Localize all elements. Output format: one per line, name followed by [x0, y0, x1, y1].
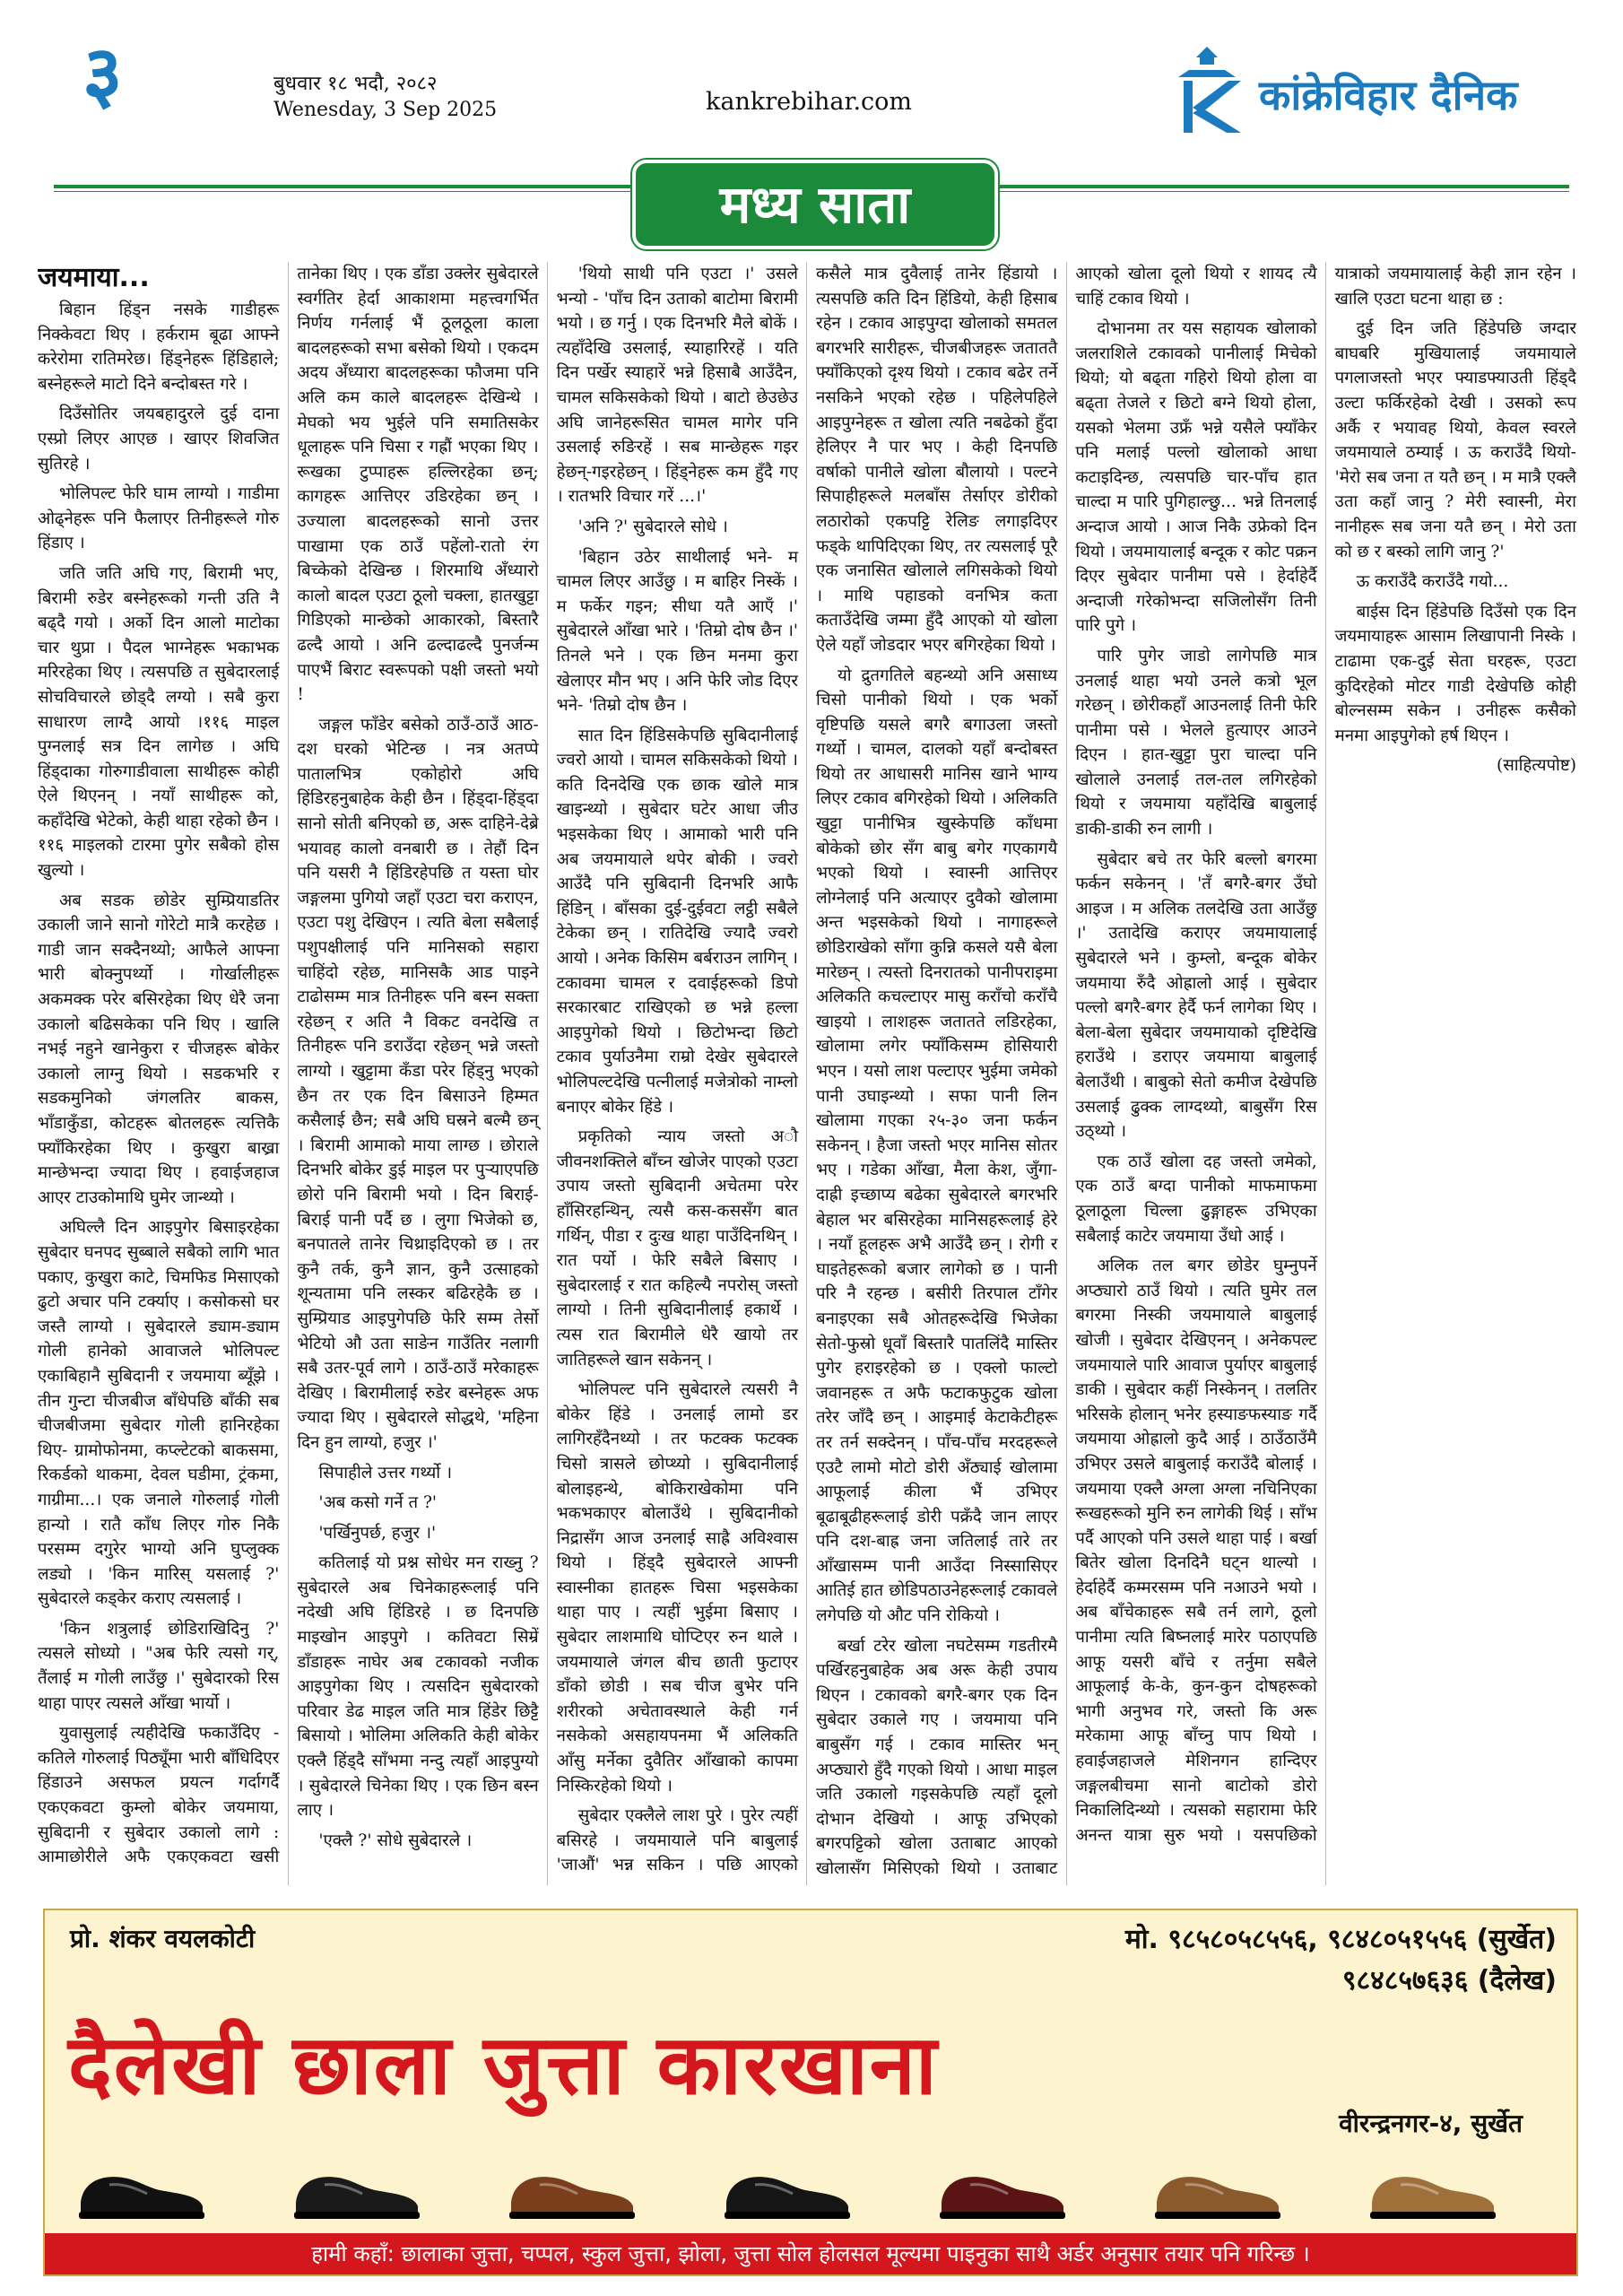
black-oxford-shoe-icon [289, 2147, 423, 2230]
ad-phone-numbers [1125, 1919, 1557, 2002]
black-derby-shoe-icon [74, 2147, 208, 2230]
article-paragraph: प्रकृतिको न्याय जस्तो अौ जीवनशक्तिले बाँच्न खोजेर पाएको एउटा उपाय जस्तो सुबिदानी अचेतमा परेर हाँसिरहन्थिन्, त्यसै कस-कससँग बात गर्थिन्, पीडा र दुःख थाहा पाउँदिनथिन् । रात पर्यो । फेरि सबैले बिसाए । सुबेदारलाई र रात कहिल्यै नपरोस् जस्तो लाग्यो । तिनी सुबिदानीलाई हकार्थे । त्यस रात बिरामीले धेरै खायो तर जातिहरूले खान सकेनन् । [556, 1127, 798, 1370]
article-paragraph: अघिल्लै दिन आइपुगेर बिसाइरहेका सुबेदार घनपद सुब्बाले सबैको लागि भात पकाए, कुखुरा काटे, चिमफिड मिसाएको ढुटो अचार पनि टर्क्याए । कसोकसो घर जस्तै लाग्यो । सुबेदारले ड्याम-ड्याम गोली हानेको आवाजले भोलिपल्ट एकाबिहानै सुबिदानी र जयमाया ब्यूँझे । तीन गुन्टा चीजबीज बाँधेपछि बाँकी सब चीजबीजमा सुबेदार गोली हानिरहेका थिए- ग्रामोफोनमा, कप्ल्टेटको बाकसमा, रिकर्डको थाकमा, देवल घडीमा, ट्रंकमा, गाग्रीमा...। एक जनाले गोरुलाई गोली हान्यो । रातै काँध लिएर गोरु निकै परसम्म दगुरेर भाग्यो अनि घुप्लुक्क लड्यो । 'किन मारिस् यसलाई ?' सुबेदारले कड्केर कराए त्यसलाई । [38, 1218, 280, 1609]
article-paragraph: 'अनि ?' सुबेदारले सोधे । [577, 517, 728, 536]
tan-oxford-shoe-icon [1365, 2147, 1499, 2230]
article-paragraph: जति जति अघि गए, बिरामी भए, बिरामी रुडेर बस्नेहरूको गन्ती उति नै बढ्दै गयो । अर्को दिन आलो माटोका चार थुप्रा । पैदल भाग्नेहरू भकाभक मरिरहेका थिए । त्यसपछि त सुबेदारलाई सोचविचारले छोड्दै लग्यो । सबै कुरा साधारण लाग्दै आयो ।११६ माइल पुग्नलाई सत्र दिन लागेछ । अघि हिंड्दाका गोरुगाडीवाला साथीहरू कोही ऐले थिएनन् । नयाँ साथीहरू को, कहाँदेखि भेटेको, केही थाहा रहेको छैन । ११६ माइलको टारमा पुगेर सबैको होस खुल्यो । [38, 563, 280, 881]
black-monk-strap-shoe-icon [719, 2147, 854, 2230]
page-number: ३ [82, 30, 123, 119]
article-body [38, 262, 1576, 1885]
article-paragraph: भोलिपल्ट फेरि घाम लाग्यो । गाडीमा ओढ्नेहरू पनि फैलाएर तिनीहरूले गोरु हिंडाए । [38, 484, 280, 553]
brown-brogue-shoe-icon [504, 2147, 638, 2230]
article-paragraph: अलिक तल बगर छोडेर घुम्नुपर्ने अप्ठ्यारो ठाउँ थियो । त्यति घुमेर तल बगरमा निस्की जयमायाले बाबुलाई खोजी । सुबेदार देखिएनन् । अनेकपल्ट जयमायाले पारि आवाज पुर्याएर बाबुलाई डाकी । सुबेदार कहीं निस्केनन् । तलतिर भरिसके होलान् भनेर हस्याङफस्याङ गर्दै जयमाया ओह्रालो कुदै आई । ठाउँठाउँमै उभिएर उसले बाबुलाई कराउँदै बोलाई । जयमाया एक्लै अग्ला अग्ला नचिनिएका रूखहरूको मुनि रुन लागेकी थिई । साँभ पर्दै आएको पनि उसले थाहा पाई । बर्खा बितेर खोला दिनदिनै घट्न थाल्यो । हेर्दाहेर्दै कम्मरसम्म पनि नआउने भयो । अब बाँचेकाहरू सबै तर्न लागे, ठूलो पानीमा त्यति बिष्नलाई मारेर पठाएपछि आफू यसरी बाँचे र तर्नुमा सबैले आफूलाई के-के, कुन-कुन दोषहरूको भागी अनुभव गरे, जस्तो कि अरू मरेकामा आफू बाँच्नु पाप थियो । हवाईजहाजले मेशिनगन हान्दिएर जङ्गलबीचमा सानो बाटोको डोरो निकालिदिन्थ्यो । त्यसको सहारामा फेरि अनन्त यात्रा सुरु भयो । यसपछिको यात्राको जयमायालाई केही ज्ञान रहेन । खालि एउटा घटना थाहा छ : [1075, 265, 1576, 1845]
article-paragraph: अब सडक छोडेर सुम्प्रियाडतिर उकाली जाने सानो गोरेटो मात्रै करहेछ । गाडी जान सक्दैनथ्यो; आफैले आफ्ना भारी बोक्नुपर्थ्यो । गोर्खालीहरू अकमक्क परेर बसिरहेका थिए धेरै जना उकालो बढिसकेका पनि थिए । खालि नभई नहुने खानेकुरा र चीजहरू बोकेर उकालो लाग्नु थियो । सडकभरि र सडकमुनिको जंगलतिर बाकस, भाँडाकुँडा, कोटहरू बोतलहरू त्यत्तिकै फ्याँकिरहेका थिए । कुखुरा बाख्रा मान्छेभन्दा ज्यादा थिए । हवाईजहाज आएर टाउकोमाथि घुमेर जान्थ्यो । [38, 891, 280, 1207]
section-label: मध्य साता [632, 160, 998, 249]
article-paragraph: 'पर्खिनुपर्छ, हजुर ।' [318, 1523, 437, 1543]
article-paragraph: एक ठाउँ खोला दह जस्तो जमेको, एक ठाउँ बग्दा पानीको माफमाफमा ठूलाठूला चिल्ला ढुङ्गाहरू उभिएका सबैलाई काटेर जयमाया उँधो आई । [1075, 1152, 1317, 1246]
website-url[interactable]: kankrebihar.com [706, 88, 913, 116]
masthead-brand [1166, 45, 1578, 135]
ad-phone-line-1: मो. ९८५८०५८५५६, ९८४८०५१५५६ (सुर्खेत) [1124, 1924, 1557, 1955]
ad-tagline: हामी कहाँ: छालाका जुत्ता, चप्पल, स्कुल जुत्ता, झोला, जुत्ता सोल होलसल मूल्यमा पाइनुका साथै अर्डर अनुसार तयार पनि गरिन्छ । [45, 2233, 1576, 2274]
article-paragraph: सुबेदार एक्लैले लाश पुरे । पुरेर त्यहीं बसिरहे । जयमायाले पनि बाबुलाई 'जाऔं' भन्न सकिन । पछि आएको कसैले मात्र दुवैलाई तानेर हिंडायो । त्यसपछि कति दिन हिंडियो, केही हिसाब रहेन । टकाव आइपुग्दा खोलाको समतल बगरभरि सारीहरू, चीजबीजहरू जताततै फ्याँकिएको दृश्य थियो । टकाव बढेर तर्ने नसकिने भएको रहेछ । पहिलेपहिले आइपुग्नेहरू त खोला त्यति नबढेको हुँदा हेलिएर नै पार भए । केही दिनपछि वर्षाको पानीले खोला बौलायो । पल्टने सिपाहीहरूले मलबाँस तेर्साएर डोरीको लठारोको एकपट्टि रेलिङ लगाइदिएर फड्के थापिदिएका थिए, तर त्यसलाई पूरै एक जनासित खोलाले लगिसकेको थियो । माथि पहाडको वनभित्र कता कताउँदेखि जम्मा हुँदै आएको यो खोला ऐले यहाँ जोडदार भएर बगिरहेका थियो । [556, 265, 1058, 1875]
article-paragraph: दुई दिन जति हिंडेपछि जग्दार बाघबरि मुखियालाई जयमायाले पगलाजस्तो भएर फ्याडफ्याउती हिंड्दै उल्टा फर्किरहेको देखी । उसको रूप अर्कै र भयावह थियो, केवल स्वरले जयमायाले ठम्याई । ऊ कराउँदै थियो- 'मेरो सब जना त यतै छन् । म मात्रै एक्लै उता कहाँ जानु ? मेरी स्वास्नी, मेरा नानीहरू सब जना यतै छन् । मेरो उता को छ र बस्को लागि जानु ?' [1334, 319, 1576, 561]
article-paragraph: ऊ कराउँदै कराउँदै गयो... [1356, 572, 1509, 592]
article-paragraph: बिहान हिंड्न नसके गाडीहरू निक्केवटा थिए । हर्कराम बूढा आफ्ने करेरोमा रातिमरेछ। हिंड्नेहरू हिंडिहाले; बस्नेहरूले माटो दिने बन्दोबस्त गरे । [38, 300, 280, 394]
article-paragraph: यो द्रुतगतिले बहन्थ्यो अनि असाध्य चिसो पानीको थियो । एक भर्को वृष्टिपछि यसले बगरै बगाउला जस्तो गर्थ्यो । चामल, दालको यहाँ बन्दोबस्त थियो तर आधासरी मानिस खाने भाग्य लिएर टकाव बगिरहेको थियो । अलिकति खुट्टा पानीभित्र खुस्केपछि काँधमा बोकेको छोर सँग बाबु बगेर गएकागयै भएको थियो । स्वास्नी आत्तिएर लोग्नेलाई पनि अत्याएर दुवैको खोलामा अन्त भइसकेको थियो । नागाहरूले छोडिराखेको साँगा कुन्नि कसले यसै बेला मारेछन् । त्यस्तो दिनरातको पानीपराइमा अलिकति कचल्टाएर मासु कराँचो कराँचै खाइयो । लाशहरू जतातते लडिरहेका, खोलामा लगेर फ्याँकिसम्म होसियारी भएन । यसो लाश पल्टाएर भुईमा जमेको पानी उघाइन्थ्यो । सफा पानी लिन खोलामा गएका २५-३० जना फर्कन सकेनन् । हैजा जस्तो भएर मानिस सोतर भए । गडेका आँखा, मैला केश, जुँगा-दाह्री इच्छाप्य बढेका सुबेदारले बगरभरि बेहाल भर बसिरहेका मानिसहरूलाई हेरे । नयाँ हूलहरू अभै आउँदै छन् । रोगी र घाइतेहरूको बजार लागेको छ । पानी परि नै रहन्छ । बसीरी तिरपाल टाँगेर बनाइएका सबै ओतहरूदेखि भिजेका सेतो-फुस्रो धूवाँ बिस्तारै पातलिंदै मास्तिर पुगेर हराइरहेको छ । एक्लो फाल्टो जवानहरू त अफै फटाकफुटुक खोला तरेर जाँदै छन् । आइमाई केटाकेटीहरू तर तर्न सक्देनन् । पाँच-पाँच मरदहरूले एउटै लामो मोटो डोरी अँठ्याई खोलामा आफूलाई कीला भैं उभिएर बूढाबूढीहरूलाई डोरी पक्रँदै जान लाएर पनि दश-बाह्र जना जतिलाई तारे तर आँखासम्म पानी आउँदा निस्सासिएर आतिई हात छोडिपठाउनेहरूलाई टकावले लगेपछि यो औट पनि रोकियो । [815, 665, 1058, 1626]
shoe-factory-advertisement [43, 1909, 1578, 2276]
article-paragraph: भोलिपल्ट पनि सुबेदारले त्यसरी नै बोकेर हिंडे । उनलाई लामो डर लागिरहँदैनथ्यो । तर फटक्क फटक्क चिसो त्रासले छोप्थ्यो । सुबिदानीलाई बोलाइहन्थे, बोकिराखेकोमा पनि भकभकाएर बोलाउँथे । सुबिदानीको निद्रासँग आज उनलाई साह्रै अविश्वास थियो । हिंड्दै सुबेदारले आफ्नी स्वास्नीका हातहरू चिसा भइसकेका थाहा पाए । त्यहीं भुईमा बिसाए । सुबेदार लाशमाथि घोप्टिएर रुन थाले । जयमायाले जंगल बीच छाती फुटाएर डाँको छोडी । सब चीज बुभेर पनि शरीरको अचेतावस्थाले केही गर्न नसकेको असहायपनमा भैं अलिकति आँसु मर्नेका दुवैतिर आँखाको कापमा निस्किरहेको थियो । [556, 1380, 798, 1796]
page-header [0, 0, 1623, 235]
article-paragraph: 'बिहान उठेर साथीलाई भने- म चामल लिएर आउँछु । म बाहिर निस्कें । म फर्केर गइन; सीधा यतै आएँ ।' सुबेदारले आँखा भारे । 'तिम्रो दोष छैन ।' तिनले भने । एक छिन मनमा कुरा खेलाएर मौन भए । अनि फेरि जोड दिएर भने- 'तिम्रो दोष छैन । [556, 547, 798, 716]
article-paragraph: युवासुलाई त्यहीदेखि फकाउँदिए - कतिले गोरुलाई पिठ्यूँमा भारी बाँधिदिएर हिंडाउने असफल प्रयत्न गर्दागर्दै एकएकवटा कुम्लो बोकेर जयमाया, सुबिदानी र सुबेदार उकालो लागे : आमाछोरीले अफै एकएकवटा खसी तानेका थिए । एक डाँडा उक्लेर सुबेदारले स्वर्गतिर हेर्दा आकाशमा महत्त्वगर्भित निर्णय गर्नलाई भैं ठूलठूला काला बादलहरूको सभा बसेको थियो । एकदम अदय अँध्यारा बादलहरूका फौजमा पनि अलि कम काले बादलहरू देखिन्थे । मेघको भय भुईले पनि समातिसकेर धूलाहरू पनि चिसा र गह्रौं भएका थिए । रूखका टुप्पाहरू हल्लिरहेका छन्; कागहरू आत्तिएर उडिरहेका छन् । उज्याला बादलहरूको सानो उत्तर पाखामा एक ठाउँ पहेंलो-रातो रंग बिच्केको देखिन्छ । शिरमाथि अँध्यारो कालो बादल एउटा ठूलो चक्ला, हातखुट्टा गिडिएको मान्छेको आकारको, बिस्तारै ढल्दै आयो । अनि ढल्दाढल्दै पुनर्जन्म पाएभैं बिराट स्वरूपको पक्षी जस्तो भयो ! [38, 265, 539, 1867]
oxblood-wingtip-shoe-icon [934, 2147, 1069, 2230]
article-paragraph: 'अब कसो गर्ने त ?' [318, 1493, 438, 1513]
temple-logo-icon [1166, 45, 1251, 135]
article-paragraph: सुबेदार बचे तर फेरि बल्लो बगरमा फर्कन सकेनन् । 'तँ बगरै-बगर उँघो आइज । म अलिक तलदेखि उता आउँछु ।' उतादेखि कराएर जयमायालाई सुबेदारले भने । कुम्लो, बन्दूक बोकेर जयमाया रुँदै ओह्रालो आई । सुबेदार पल्लो बगरै-बगर हेर्दै फर्न लागेका थिए । बेला-बेला सुबेदार जयमायाको दृष्टिदेखि हराउँथे । डराएर जयमाया बाबुलाई बेलाउँथी । बाबुको सेतो कमीज देखेपछि उसलाई ढुक्क लाग्दथ्यो, बाबुसँग रिस उठ्थ्यो । [1075, 849, 1317, 1142]
article-paragraph: सात दिन हिंडिसकेपछि सुबिदानीलाई ज्वरो आयो । चामल सकिसकेको थियो । कति दिनदेखि एक छाक खोले मात्र खाइन्थ्यो । सुबेदार घटेर आधा जीउ भइसकेका थिए । आमाको भारी पनि अब जयमायाले थपेर बोकी । ज्वरो आउँदै पनि सुबिदानी दिनभरि आफै हिंडिन् । बाँसका दुई-दुईवटा लट्ठी सबैले टेकेका छन् । रातिदेखि ज्यादै ज्वरो आयो । अनेक किसिम बर्बराउन लागिन् । टकावमा चामल र दवाईहरूको डिपो सरकारबाट राखिएको छ भन्ने हल्ला आइपुगेको थियो । छिटोभन्दा छिटो टकाव पुर्याउनैमा राम्रो देखेर सुबेदारले भोलिपल्टदेखि पत्नीलाई मजेत्रोको नाम्लो बनाएर बोकेर हिंडे । [556, 726, 798, 1117]
article-paragraph: 'किन शत्रुलाई छोडिराखिदिनु ?' त्यसले सोध्यो । "अब फेरि त्यसो गर्, तैंलाई म गोली लाउँछु ।' सुबेदारको रिस थाहा पाएर त्यसले आँखा भार्यो । [38, 1619, 280, 1713]
ad-shoe-gallery [74, 2147, 1553, 2230]
ad-phone-line-2: ९८४८५७६३६ (दैलेख) [1341, 1965, 1557, 1996]
ad-proprietor: प्रो. शंकर वयलकोटी [70, 1924, 256, 1953]
article-paragraph: दोभानमा तर यस सहायक खोलाको जलराशिले टकावको पानीलाई मिचेको थियो; यो बढ्ता गहिरो थियो होला वा बढ्ता तेजले र छिटो बग्ने थियो होला, यसको भेलमा उफ्रँ भन्ने यसैले फ्याँकेर पनि मलाई पल्लो खोलाको आधा कटाइदिन्छ, त्यसपछि चार-पाँच हात चाल्दा म पारि पुगिहाल्छु... भन्ने तिनलाई अन्दाज आयो । आज निकै उफ्रेको दिन थियो । जयमायालाई बन्दूक र कोट पक्रन दिएर सुबेदार पानीमा पसे । हेर्दाहेर्दै अन्दाजी गरेकोभन्दा सजिलोसँग तिनी पारि पुगे । [1075, 319, 1317, 636]
ad-address: वीरन्द्रनगर-४, सुर्खेत [1339, 2109, 1523, 2138]
article-paragraph: पारि पुगेर जाडो लागेपछि मात्र उनलाई थाहा भयो उनले कत्रो भूल गरेछन् । छोरीकहाँ आउनलाई तिनी फेरि पानीमा पसे । भेलले हुत्याएर आउने दिएन । हात-खुट्टा पुरा चाल्दा पनि खोलाले उनलाई तल-तल लगिरहेको थियो र जयमाया यहाँदेखि बाबुलाई डाकी-डाकी रुन लागी । [1075, 646, 1317, 839]
article-source: (साहित्यपोष्ट) [1496, 756, 1576, 776]
article-paragraph: दिउँसोतिर जयबहादुरले दुई दाना एस्प्रो लिएर आएछ । खाएर शिवजित सुतिरहे । [38, 404, 280, 474]
article-paragraph: जङ्गल फाँडेर बसेको ठाउँ-ठाउँ आठ-दश घरको भेटिन्छ । नत्र अतप्पे पातालभित्र एकोहोरो अघि हिंडिरहनुबाहेक केही छैन । हिंड्दा-हिंड्दा सानो सोती बनिएको छ, अरू दाहिने-देब्रे भयावह कालो वनबारी छ । तेहौं दिन पनि यसरी नै हिंडिरहेपछि त यस्ता घोर जङ्गलमा पुगियो जहाँ एउटा चरा कराएन, एउटा पशु देखिएन । त्यति बेला सबैलाई पशुपक्षीलाई पनि मानिसको सहारा चाहिंदो रहेछ, मानिसकै आड पाइने टाढोसम्म मात्र तिनीहरू पनि बस्न सक्ता रहेछन् र अति नै विकट वनदेखि त तिनीहरू पनि डराउँदा रहेछन् भन्ने जस्तो लाग्यो । खुट्टामा कँडा परेर हिंड्नु भएको छैन तर एक दिन बिसाउने हिम्मत कसैलाई छैन; सबै अघि घस्रने बल्मै छन् । बिरामी आमाको माया लाग्छ । छोराले दिनभरि बोकेर डुई माइल पर पुऱ्याएपछि छोरो पनि बिरामी भयो । दिन बिराई-बिराई पानी पर्दै छ । लुगा भिजेको छ, बनपातले तानेर चिथ्राइदिएको छ । तर कुनै तर्क, कुनै ज्ञान, कुनै उत्साहको शून्यतामा पनि लस्कर बढिरहेकै छ । सुम्प्रियाड आइपुगेपछि फेरि सम्म तेर्सो भेटियो औ उता साङेन गाउँतिर नलागी सबै उतर-पूर्व लागे । ठाउँ-ठाउँ मरेकाहरू देखिए । बिरामीलाई रुडेर बस्नेहरू अफ ज्यादा थिए । सुबेदारले सोद्धथे, 'महिना दिन हुन लाग्यो, हजुर ।' [297, 715, 539, 1452]
article-paragraph: 'थियो साथी पनि एउटा ।' उसले भन्यो - 'पाँच दिन उताको बाटोमा बिरामी भयो । छ गर्नु । एक दिनभरि मैले बोकें । त्यहाँदेखि उसलाई, स्याहारिरहें । यति दिन पर्खेर स्याहारें भन्ने हिसाबै आउँदैन, चामल सकिसकेको थियो । बाटो छेउछेउ अघि जानेहरूसित चामल मागेर पनि उसलाई रुङिरहें । सब मान्छेहरू गइर हेछन्-गइरहेछन् । हिंड्नेहरू कम हुँदै गए । रातभरि विचार गरें ...।' [556, 265, 798, 507]
article-paragraph: सिपाहीले उत्तर गर्थ्यो । [318, 1463, 453, 1483]
article-title: जयमाया... [38, 262, 150, 293]
article-paragraph: कतिलाई यो प्रश्न सोधेर मन राख्नु ? सुबेदारले अब चिनेकाहरूलाई पनि नदेखी अघि हिंडिरहे । छ दिनपछि माइखोन आइपुगे । कतिवटा सिम्रें डाँडाहरू नाघेर अब टकावको नजीक आइपुगेका थिए । त्यसदिन सुबेदारको परिवार डेढ माइल जति मात्र हिंडेर छिट्टै बिसायो । भोलिमा अलिकति केही बोकेर एक्लै हिंड्दै साँभमा नन्दु त्यहाँ आइपुग्यो । सुबेदारले चिनेका थिए । एक छिन बस्न लाए । [297, 1553, 539, 1821]
issue-date [273, 72, 497, 123]
article-paragraph: बर्खा टरेर खोला नघटेसम्म गडतीरमै पर्खिरहनुबाहेक अब अरू केही उपाय थिएन । टकावको बगरै-बगर एक दिन सुबेदार उकाले गए । जयमाया पनि बाबुसँग गई । टकाव मास्तिर भन् अप्ठ्यारो हुँदै गएको थियो । आधा माइल जति उकालो गइसकेपछि त्यहाँ दूलो दोभान देखियो । आफू उभिएको बगरपट्टिको खोला उताबाट आएको खोलासँग मिसिएको थियो । उताबाट आएको खोला दूलो थियो र शायद त्यै चाहिं टकाव थियो । [815, 265, 1317, 1878]
tan-brogue-shoe-icon [1150, 2147, 1284, 2230]
date-english: Wenesday, 3 Sep 2025 [273, 98, 498, 121]
date-nepali: बुधवार १८ भदौ, २०८२ [273, 73, 438, 95]
article-paragraph: बाईस दिन हिंडेपछि दिउँसो एक दिन जयमायाहरू आसाम लिखापानी निस्के । टाढामा एक-दुई सेता घरहरू, एउटा कुदिरहेको मोटर गाडी देखेपछि कोही बोल्नसम्म सकेन । उनीहरू कसैको मनमा आइपुगेको हर्ष थिएन । [1334, 602, 1576, 745]
article-columns [38, 262, 1576, 1885]
newspaper-name: कांक्रेविहार दैनिक [1259, 71, 1518, 119]
article-paragraph: 'एक्लै ?' सोधे सुबेदारले । [318, 1831, 473, 1850]
ad-business-name: दैलेखी छाला जुत्ता कारखाना [68, 2017, 939, 2113]
